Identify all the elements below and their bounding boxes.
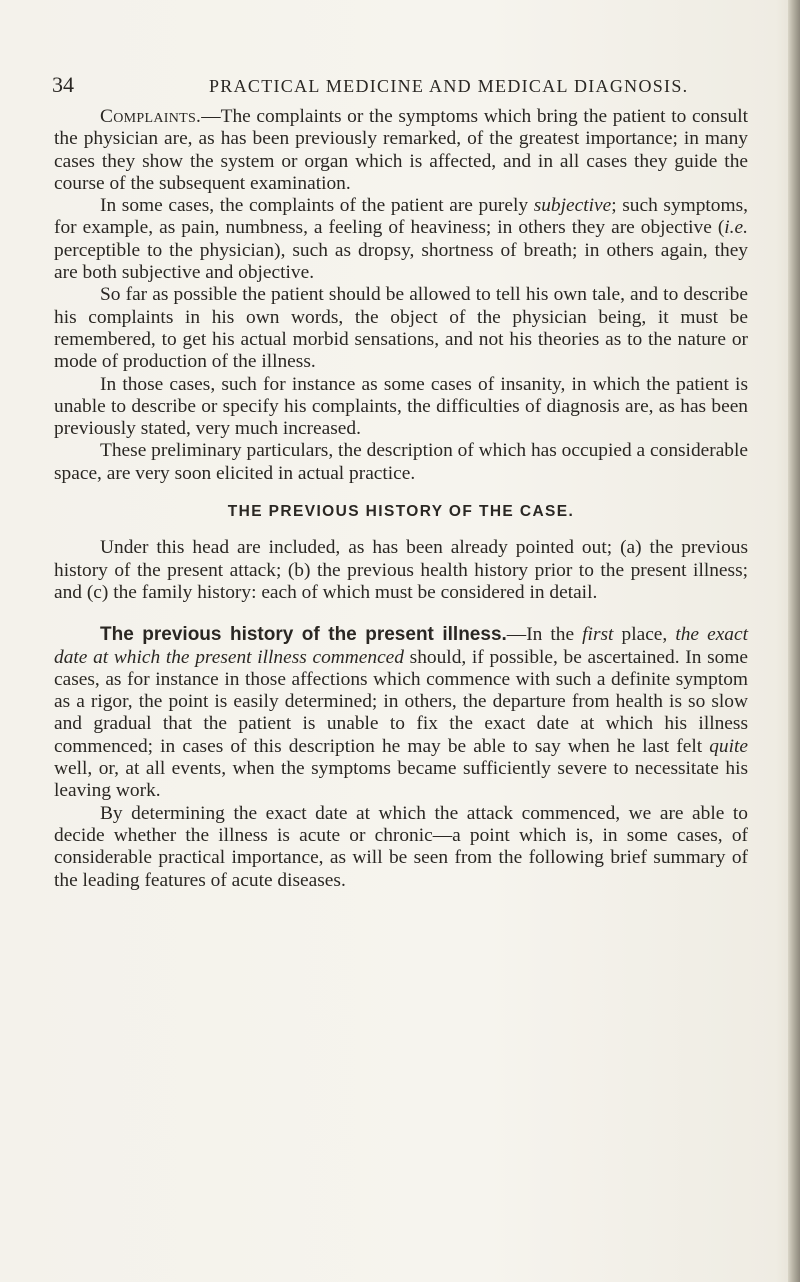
section-heading: THE PREVIOUS HISTORY OF THE CASE. (227, 503, 575, 521)
emphasis-ie: i.e. (724, 217, 748, 239)
emphasis-subjective: subjective (533, 195, 612, 217)
complaints-text: —The complaints or the symptoms which bring the patient to consult the physician are, as has been previously remarked, of the greatest importance; in many cases they show the system or organ which is affected, and in all cases they guide the course of the subsequent examination. (54, 106, 748, 194)
page-body (54, 106, 748, 892)
complaints-lead: Complaints. (100, 106, 202, 127)
page-header (52, 72, 752, 98)
emphasis-first: first (582, 624, 614, 646)
paragraph-complaints (54, 106, 748, 195)
text-run: well, or, at all events, when the symptoms became sufficiently severe to necessitate his leaving work. (54, 758, 748, 802)
paragraph-previous-history (54, 624, 748, 802)
running-head: PRACTICAL MEDICINE AND MEDICAL DIAGNOSIS. (209, 76, 689, 96)
paragraph-preliminary: These preliminary particulars, the description of which has occupied a considerable space, are very soon elicited in actual practice. (54, 440, 748, 484)
text-run: —In the (506, 624, 583, 646)
text-run: should, if possible, be ascertained. In some cases, as for instance in those affections which commence with such a definite symptom as a rigor, the point is easily determined; in others, the departure from health is so slow and gradual that the patient is unable to fix the exact date at which his illness commenced; in cases of this description he may be able to say when he last felt (54, 646, 749, 757)
text-run: ; such symptoms, for example, as pain, numbness, a feeling of heaviness; in others they are objective ( (54, 195, 748, 239)
paragraph-subjective-objective (54, 195, 748, 284)
page-edge-shadow (788, 0, 800, 1282)
emphasis-exact-date: the exact date at which the present illness commenced (54, 624, 748, 668)
text-run: perceptible to the physician), such as dropsy, shortness of breath; in others again, they are both subjective and objective. (54, 239, 748, 284)
paragraph-insanity: In those cases, such for instance as some cases of insanity, in which the patient is unable to describe or specify his complaints, the difficulties of diagnosis are, as has been previously stated, very much increased. (54, 373, 748, 440)
emphasis-quite: quite (709, 735, 748, 757)
side-heading: The previous history of the present illness. (100, 624, 507, 646)
paragraph-own-tale: So far as possible the patient should be allowed to tell his own tale, and to describe his complaints in his own words, the object of the physician being, it must be remembered, to get his actual morbid sensations, and not his theories as to the nature or mode of production of the illness. (54, 284, 748, 373)
text-run: place, (613, 624, 676, 646)
page-number: 34 (52, 72, 74, 97)
paragraph-under-this-head: Under this head are included, as has been already pointed out; (a) the previous history of the present attack; (b) the previous health history prior to the present illness; and (c) the family history: each of which must be considered in detail. (54, 537, 748, 603)
text-run: In some cases, the complaints of the patient are purely (100, 195, 534, 217)
paragraph-determining-date: By determining the exact date at which the attack commenced, we are able to decide whether the illness is acute or chronic—a point which is, in some cases, of considerable practical importance, as will be seen from the following brief summary of the leading features of acute diseases. (54, 802, 748, 891)
